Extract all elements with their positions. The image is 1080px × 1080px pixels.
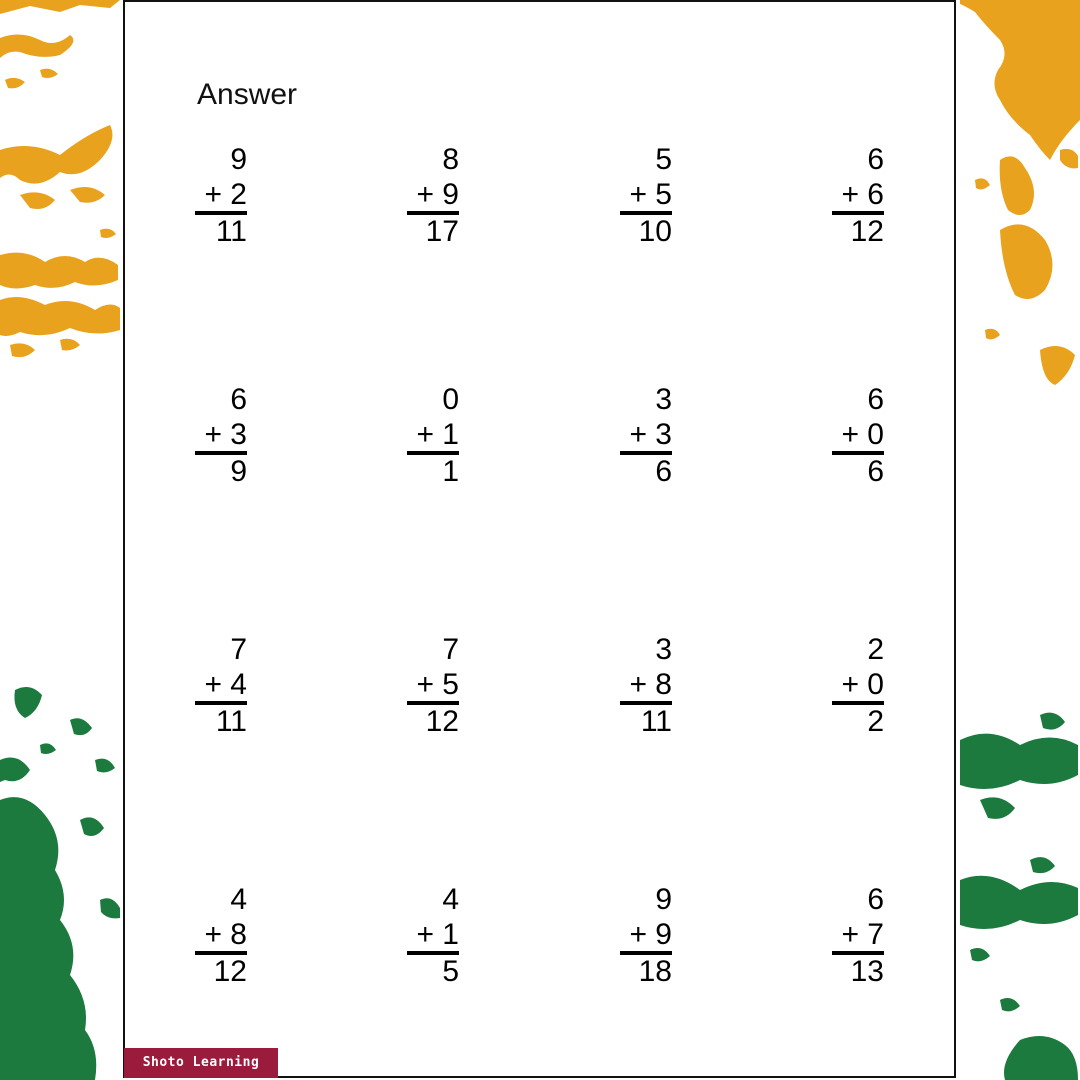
addend: + 1 xyxy=(407,918,459,955)
sum-answer: 11 xyxy=(215,215,247,248)
first-number: 6 xyxy=(867,383,884,416)
sum-answer: 17 xyxy=(425,215,459,248)
sum-answer: 13 xyxy=(850,955,884,988)
sum-answer: 12 xyxy=(425,705,459,738)
addition-problem xyxy=(407,632,459,739)
addend: + 1 xyxy=(407,418,459,455)
addend: + 6 xyxy=(832,178,884,215)
addition-problem xyxy=(620,882,672,989)
green-splatter-right xyxy=(960,713,1078,1080)
first-number: 3 xyxy=(655,633,672,666)
sum-answer: 11 xyxy=(215,705,247,738)
sum-answer: 2 xyxy=(867,705,884,738)
addition-problem xyxy=(832,382,884,489)
sum-answer: 12 xyxy=(850,215,884,248)
sum-answer: 1 xyxy=(442,455,459,488)
addend: + 3 xyxy=(620,418,672,455)
first-number: 4 xyxy=(442,883,459,916)
first-number: 7 xyxy=(230,633,247,666)
first-number: 4 xyxy=(230,883,247,916)
sum-answer: 18 xyxy=(638,955,672,988)
addition-problem xyxy=(620,632,672,739)
addend: + 9 xyxy=(407,178,459,215)
first-number: 6 xyxy=(230,383,247,416)
addition-problem xyxy=(407,382,459,489)
orange-splatter-left xyxy=(0,0,120,357)
addition-problem xyxy=(832,882,884,989)
addition-problem xyxy=(195,632,247,739)
addend: + 2 xyxy=(195,178,247,215)
answer-sheet xyxy=(123,0,956,1078)
addition-problem xyxy=(620,142,672,249)
first-number: 6 xyxy=(867,883,884,916)
sum-answer: 6 xyxy=(655,455,672,488)
addition-problem xyxy=(620,382,672,489)
first-number: 9 xyxy=(230,143,247,176)
first-number: 0 xyxy=(442,383,459,416)
addition-problem xyxy=(195,142,247,249)
first-number: 5 xyxy=(655,143,672,176)
sum-answer: 6 xyxy=(867,455,884,488)
addend: + 7 xyxy=(832,918,884,955)
page-title: Answer xyxy=(197,78,298,111)
brand-badge: Shoto Learning xyxy=(124,1048,278,1078)
addition-problem xyxy=(195,382,247,489)
first-number: 8 xyxy=(442,143,459,176)
first-number: 6 xyxy=(867,143,884,176)
addend: + 8 xyxy=(195,918,247,955)
sum-answer: 12 xyxy=(213,955,247,988)
orange-splatter-right xyxy=(960,0,1080,385)
first-number: 7 xyxy=(442,633,459,666)
sum-answer: 10 xyxy=(638,215,672,248)
addend: + 5 xyxy=(620,178,672,215)
addition-problem xyxy=(832,632,884,739)
first-number: 9 xyxy=(655,883,672,916)
addition-problem xyxy=(407,882,459,989)
sum-answer: 11 xyxy=(640,705,672,738)
green-splatter-left xyxy=(0,687,120,1080)
addend: + 4 xyxy=(195,668,247,705)
addend: + 0 xyxy=(832,418,884,455)
addition-problem xyxy=(195,882,247,989)
addend: + 8 xyxy=(620,668,672,705)
addend: + 5 xyxy=(407,668,459,705)
sum-answer: 5 xyxy=(442,955,459,988)
addition-problem xyxy=(832,142,884,249)
addend: + 9 xyxy=(620,918,672,955)
sum-answer: 9 xyxy=(230,455,247,488)
addition-problem xyxy=(407,142,459,249)
first-number: 3 xyxy=(655,383,672,416)
first-number: 2 xyxy=(867,633,884,666)
addend: + 3 xyxy=(195,418,247,455)
addend: + 0 xyxy=(832,668,884,705)
